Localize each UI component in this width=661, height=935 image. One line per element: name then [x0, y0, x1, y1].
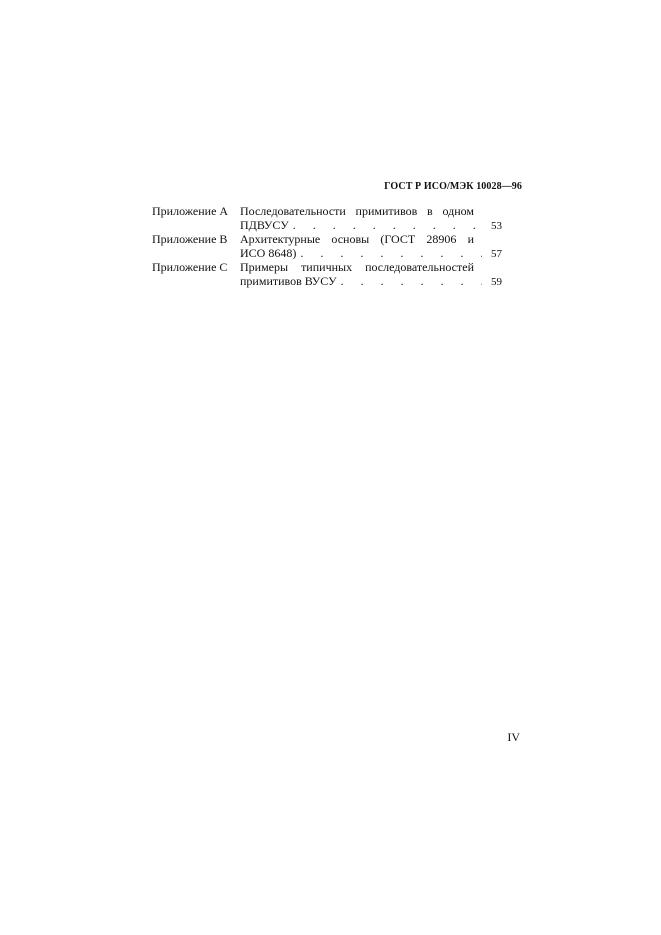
- toc-entry-title-line2-row: [240, 275, 502, 290]
- toc-entry-page-number: 57: [491, 247, 502, 260]
- toc-entry-body: [240, 233, 502, 261]
- toc-entry-title-line1: Архитектурные основы (ГОСТ 28906 и: [240, 232, 474, 246]
- document-code-header: ГОСТ Р ИСО/МЭК 10028—96: [384, 181, 522, 192]
- toc-entry-title-line2: ПДВУСУ: [240, 217, 289, 232]
- toc-entry-appendix-c[interactable]: [152, 261, 502, 289]
- toc-entry-title-line2-row: [240, 247, 502, 262]
- table-of-contents: [152, 205, 502, 289]
- page-number-roman: IV: [507, 730, 520, 744]
- toc-entry-label: Приложение В: [152, 232, 228, 246]
- toc-entry-title-line2-row: [240, 219, 502, 234]
- toc-entry-body: [240, 205, 502, 233]
- toc-entry-label: Приложение А: [152, 204, 229, 218]
- toc-entry-title-line2: примитивов ВУСУ: [240, 273, 337, 288]
- toc-entry-appendix-a[interactable]: [152, 205, 502, 233]
- toc-entry-label: Приложение С: [152, 260, 228, 274]
- toc-entry-page-number: 59: [491, 275, 502, 288]
- toc-entry-appendix-b[interactable]: [152, 233, 502, 261]
- dot-leader: [300, 247, 482, 261]
- toc-entry-title-line1: Примеры типичных последовательностей: [240, 260, 474, 274]
- toc-entry-title-line1: Последовательности примитивов в одном: [240, 204, 474, 218]
- dot-leader: [341, 275, 482, 289]
- toc-entry-page-number: 53: [491, 219, 502, 232]
- dot-leader: [293, 219, 482, 233]
- toc-entry-body: [240, 261, 502, 289]
- toc-entry-title-line2: ИСО 8648): [240, 245, 297, 260]
